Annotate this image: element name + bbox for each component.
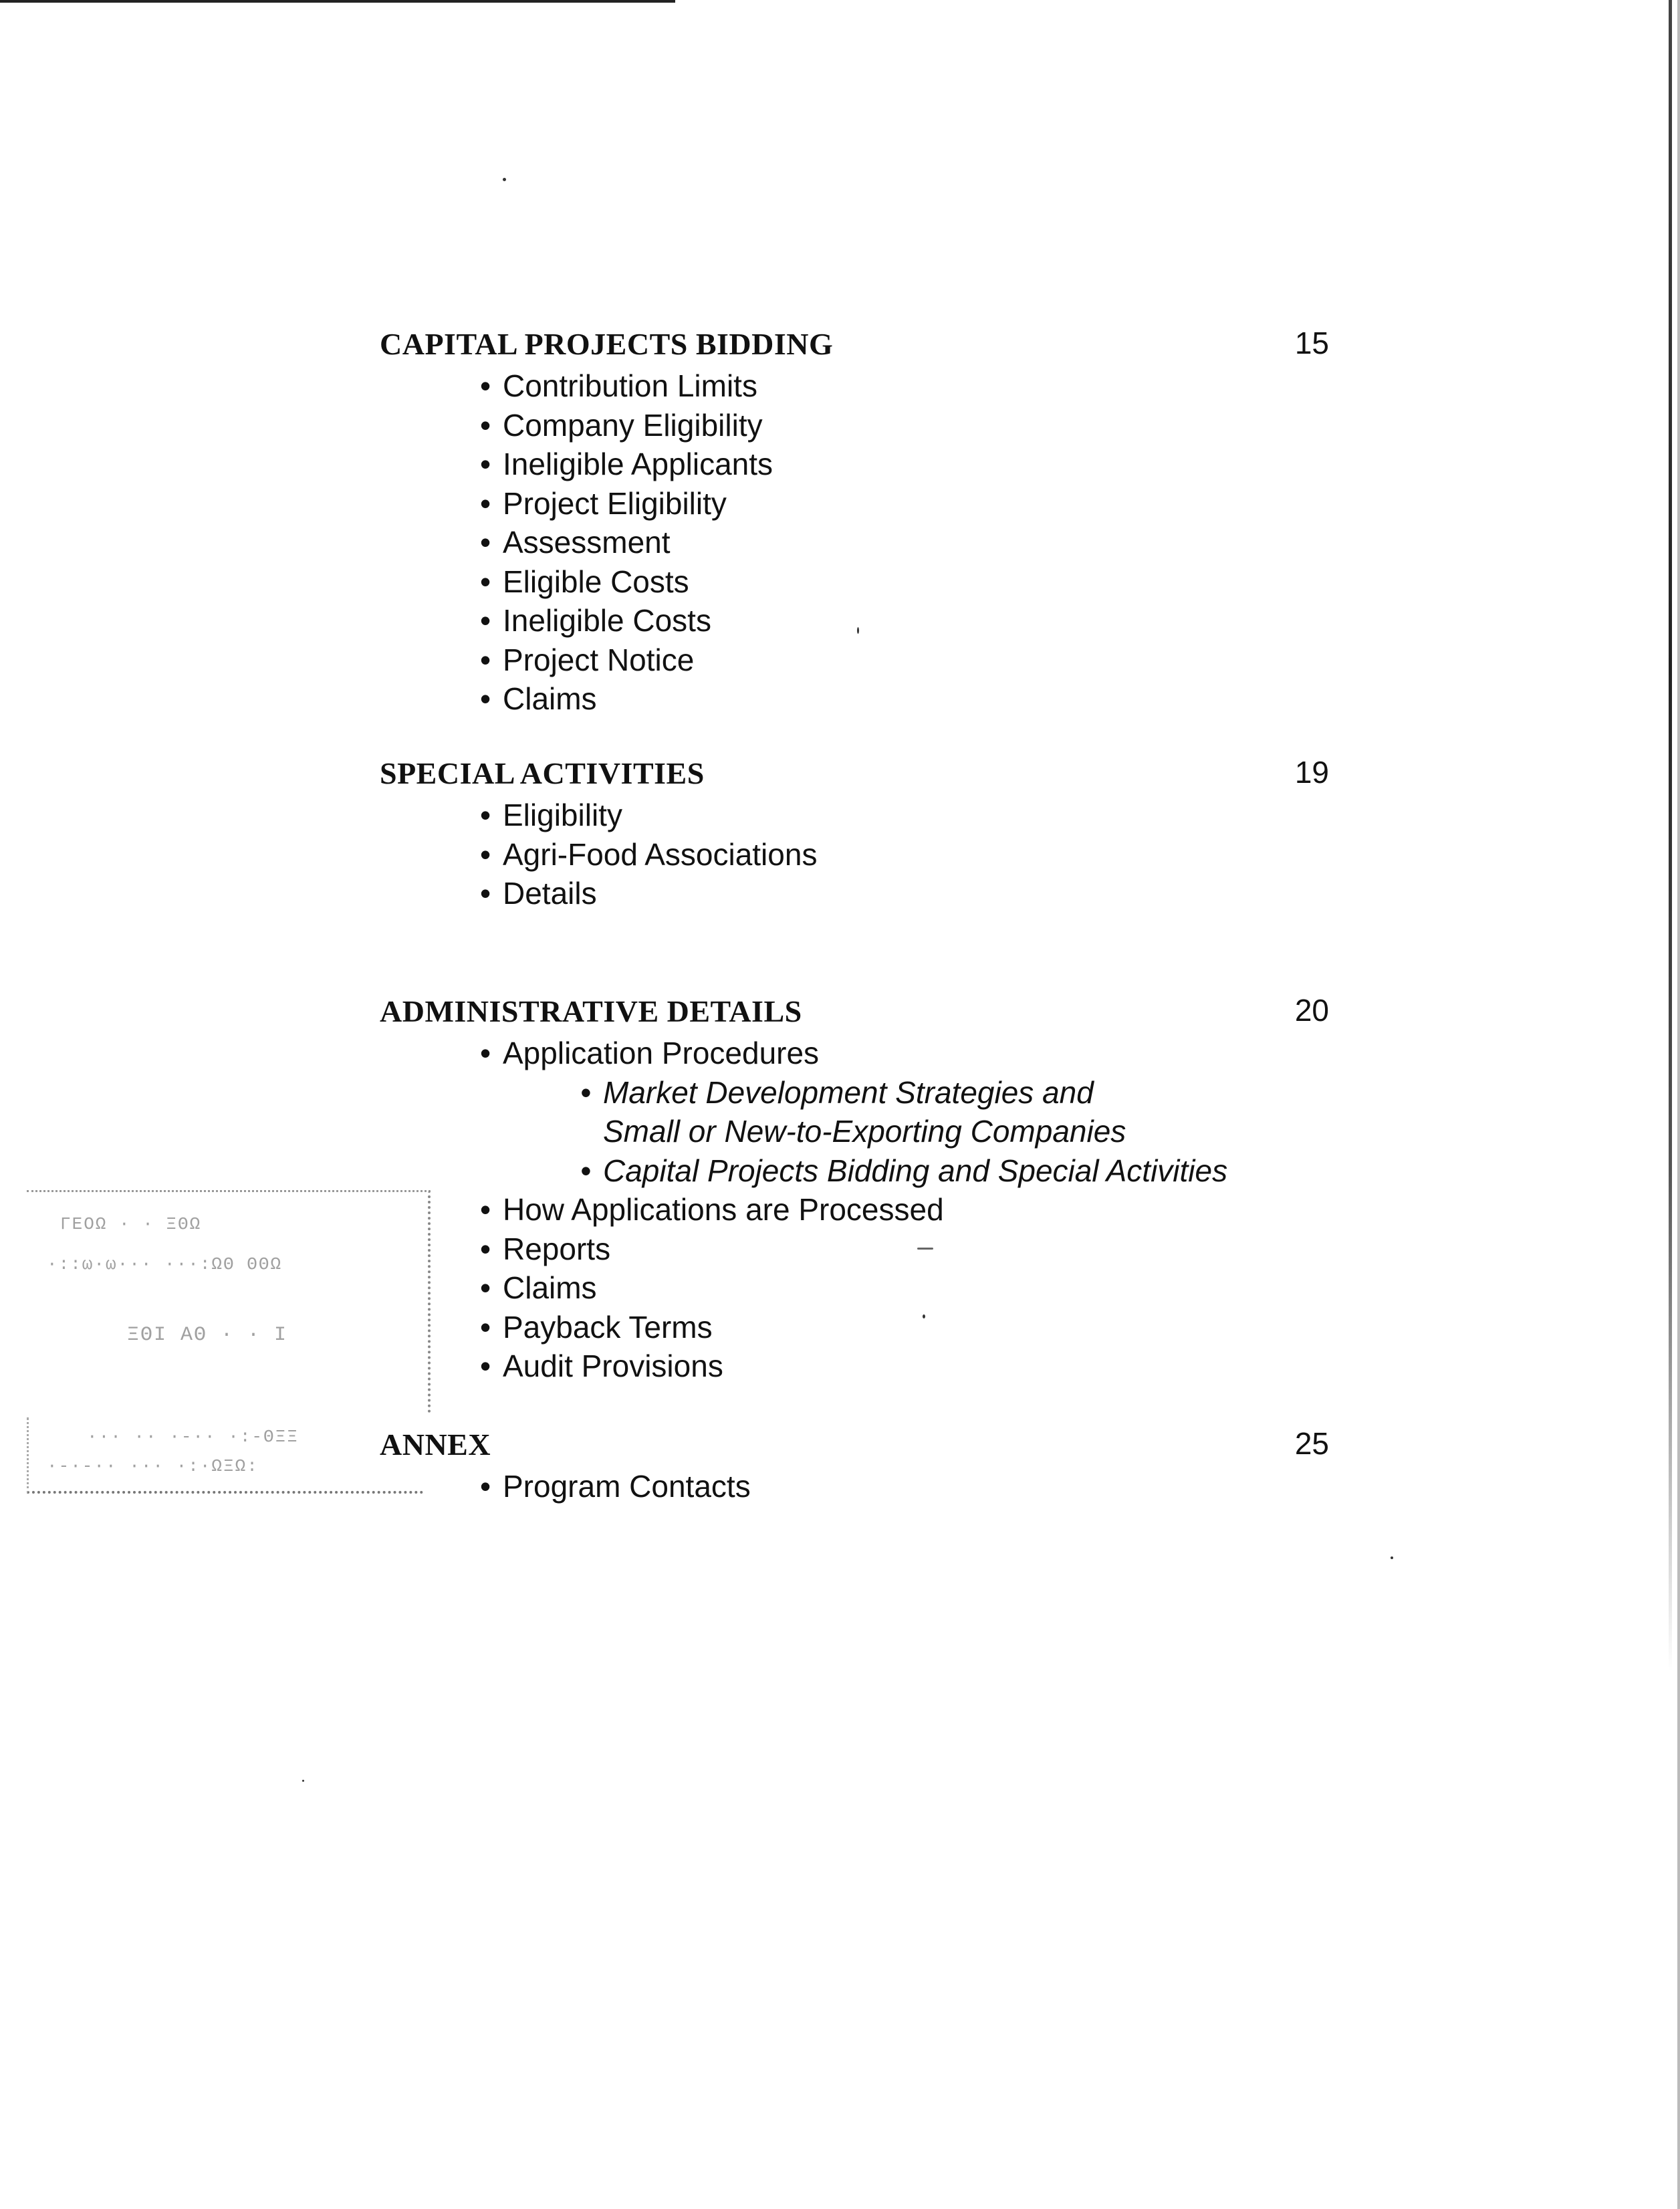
item-label: Details: [503, 876, 597, 911]
bullet-icon: •: [480, 798, 491, 832]
bullet-icon: •: [480, 603, 491, 638]
toc-section-header: [380, 994, 1329, 1034]
page-number: 15: [1294, 326, 1329, 360]
list-item: [480, 1347, 1329, 1386]
scan-right-edge-shadow: [1677, 0, 1680, 2209]
bullet-icon: •: [480, 407, 491, 443]
bullet-icon: •: [480, 836, 491, 872]
bullet-icon: •: [480, 1192, 491, 1227]
item-label: Program Contacts: [503, 1469, 751, 1504]
list-item: [480, 562, 1329, 602]
sub-list-item: [580, 1073, 1329, 1151]
bullet-icon: •: [580, 1074, 592, 1110]
item-label: How Applications are Processed: [503, 1192, 944, 1227]
page-number: 20: [1294, 993, 1329, 1028]
list-item: [480, 1190, 1329, 1230]
bullet-icon: •: [480, 485, 491, 521]
page-number: 19: [1294, 755, 1329, 790]
toc-section-header: [380, 755, 1329, 796]
bullet-icon: •: [480, 1231, 491, 1266]
toc-section-header: [380, 326, 1329, 366]
list-item: [480, 366, 1329, 406]
sub-item-label: Capital Projects Bidding and Special Activities: [603, 1153, 1228, 1188]
stamp-text: ·-·-·· ··· ·:·ΩΞΩ:: [47, 1456, 259, 1476]
item-label: Claims: [503, 1270, 597, 1305]
toc-section-administrative-details: [380, 994, 1329, 1386]
item-label: Claims: [503, 681, 597, 716]
list-item: [480, 641, 1329, 680]
list-item: [480, 484, 1329, 524]
list-item: [480, 1034, 1329, 1073]
section-title: ADMINISTRATIVE DETAILS: [380, 994, 802, 1028]
list-item: [480, 1308, 1329, 1347]
item-label: Ineligible Applicants: [503, 447, 773, 481]
list-item: [480, 1467, 1329, 1506]
item-label: Project Notice: [503, 642, 695, 677]
bullet-icon: •: [480, 1469, 491, 1504]
item-label: Audit Provisions: [503, 1349, 723, 1383]
item-label: Company Eligibility: [503, 407, 763, 443]
item-label: Project Eligibility: [503, 485, 727, 521]
section-item-list: [380, 1034, 1329, 1073]
scan-speck: [1391, 1556, 1393, 1559]
scan-speck: [503, 178, 506, 181]
bullet-icon: •: [480, 642, 491, 677]
item-label: Contribution Limits: [503, 368, 757, 403]
section-title: SPECIAL ACTIVITIES: [380, 756, 705, 790]
list-item: [480, 796, 1329, 835]
list-item: [480, 445, 1329, 484]
item-label: Eligibility: [503, 798, 622, 832]
item-label: Ineligible Costs: [503, 603, 711, 638]
bullet-icon: •: [480, 368, 491, 403]
item-label: Reports: [503, 1231, 611, 1266]
bullet-icon: •: [480, 1036, 491, 1070]
stamp-text: ··· ·· ·-·· ·:-ΘΞΞ: [87, 1427, 299, 1447]
list-item: [480, 835, 1329, 875]
item-label: Agri-Food Associations: [503, 836, 818, 872]
section-title: ANNEX: [380, 1427, 491, 1462]
list-item: [480, 1268, 1329, 1308]
scan-right-edge: [1669, 0, 1672, 1671]
item-label: Application Procedures: [503, 1036, 820, 1070]
section-item-list: [380, 366, 1329, 719]
item-label: Payback Terms: [503, 1309, 713, 1345]
scan-speck: [302, 1780, 304, 1782]
stamp-text: ΞΘΙ ΑΘ · · Ι: [127, 1324, 288, 1347]
bullet-icon: •: [480, 1309, 491, 1345]
toc-section-capital-projects: [380, 326, 1329, 719]
list-item: [480, 1230, 1329, 1269]
toc-section-annex: [380, 1427, 1329, 1506]
bullet-icon: •: [480, 876, 491, 911]
bullet-icon: •: [480, 1349, 491, 1383]
bullet-icon: •: [480, 681, 491, 716]
sub-list-item: [580, 1151, 1329, 1191]
sub-item-list: [380, 1073, 1329, 1191]
received-stamp: [20, 1190, 421, 1498]
sub-item-label: Market Development Strategies and: [603, 1074, 1094, 1110]
scan-top-rule: [0, 0, 675, 3]
section-title: CAPITAL PROJECTS BIDDING: [380, 327, 834, 361]
list-item: [480, 523, 1329, 562]
list-item: [480, 406, 1329, 445]
sub-item-label-continued: Small or New-to-Exporting Companies: [603, 1114, 1126, 1149]
toc-section-header: [380, 1427, 1329, 1467]
page-number: 25: [1294, 1426, 1329, 1461]
bullet-icon: •: [480, 447, 491, 481]
bullet-icon: •: [480, 525, 491, 560]
bullet-icon: •: [480, 564, 491, 599]
list-item: [480, 601, 1329, 641]
stamp-text: ΓEOΩ · · ΞΘΩ: [60, 1214, 202, 1234]
list-item: [480, 874, 1329, 913]
toc-section-special-activities: [380, 755, 1329, 913]
section-item-list: [380, 1190, 1329, 1386]
bullet-icon: •: [480, 1270, 491, 1305]
stamp-text: ·::ω·ω··· ···:ΩΘ ΘΘΩ: [47, 1254, 283, 1274]
list-item: [480, 679, 1329, 719]
section-item-list: [380, 1467, 1329, 1506]
bullet-icon: •: [580, 1153, 592, 1188]
item-label: Eligible Costs: [503, 564, 689, 599]
section-item-list: [380, 796, 1329, 913]
item-label: Assessment: [503, 525, 671, 560]
